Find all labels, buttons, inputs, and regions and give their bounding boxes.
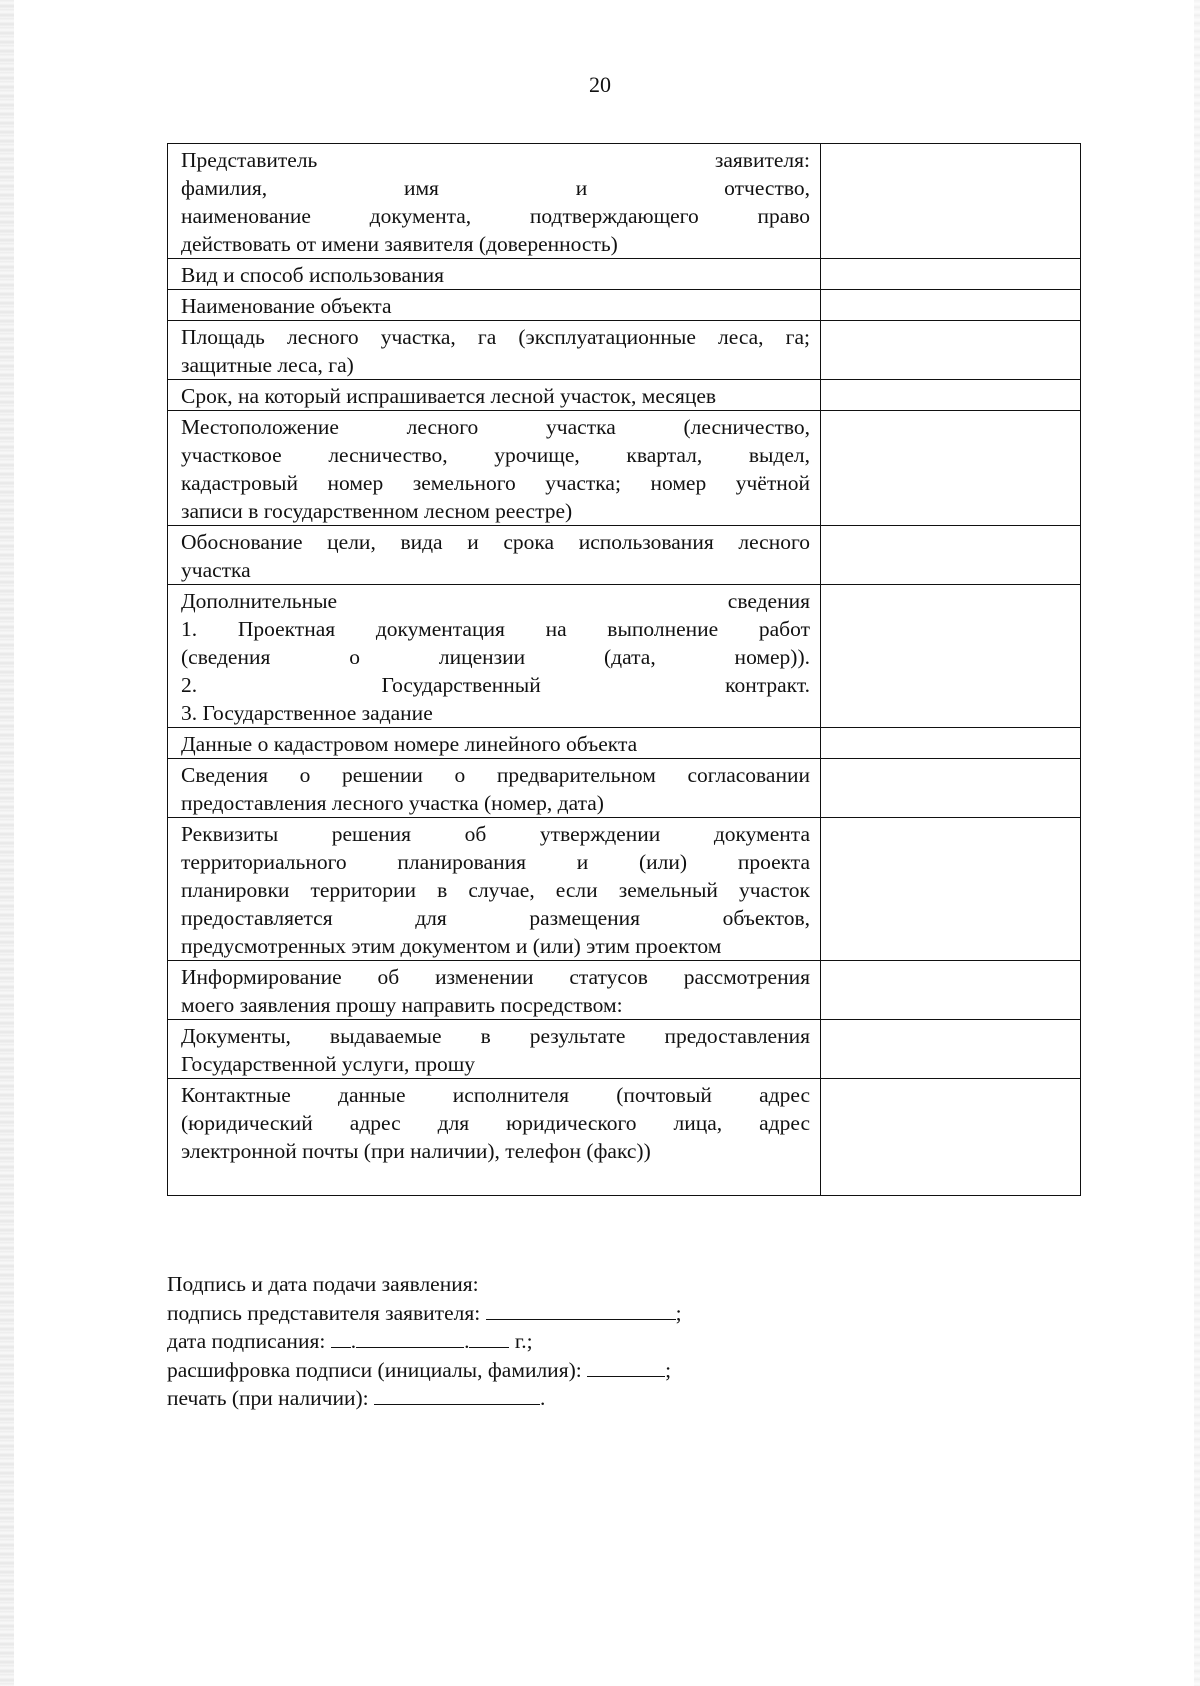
form-row [168, 321, 1081, 380]
form-row-label-line: защитные леса, га) [181, 353, 354, 377]
form-row [168, 526, 1081, 585]
application-form-table [167, 143, 1081, 1196]
form-row-label-line: Представитель заявителя: [181, 148, 810, 172]
form-row-label-line: Контактные данные исполнителя (почтовый адрес [181, 1083, 810, 1107]
form-row [168, 728, 1081, 759]
form-row-label-line: планировки территории в случае, если земельный участок [181, 878, 810, 902]
form-row-label [168, 585, 821, 728]
form-row-label [168, 1020, 821, 1079]
signing-date-separator-2: . [464, 1329, 470, 1353]
form-row-label [168, 526, 821, 585]
signing-date-separator-1: . [350, 1329, 357, 1353]
signature-decode-end: ; [665, 1357, 672, 1382]
form-row-value[interactable] [821, 290, 1081, 321]
form-row-label-line: Информирование об изменении статусов рассмотрения [181, 965, 810, 989]
signing-date-suffix: г.; [514, 1329, 533, 1353]
form-row-value[interactable] [821, 144, 1081, 259]
seal-label: печать (при наличии): [167, 1386, 369, 1410]
form-row-value[interactable] [821, 1020, 1081, 1079]
form-row-value[interactable] [821, 526, 1081, 585]
form-row [168, 961, 1081, 1020]
form-row-label [168, 411, 821, 526]
form-row-label [168, 290, 821, 321]
scan-edge-left [0, 0, 14, 1686]
form-row-label-line: моего заявления прошу направить посредством: [181, 993, 623, 1017]
form-row-label [168, 961, 821, 1020]
representative-signature-label: подпись представителя заявителя: [167, 1300, 481, 1325]
form-row-label-line: Сведения о решении о предварительном согласовании [181, 763, 810, 787]
form-row [168, 380, 1081, 411]
signing-date-year-blank[interactable] [469, 1329, 509, 1348]
seal-end: . [540, 1386, 546, 1410]
form-row-label [168, 759, 821, 818]
form-row-label-line: (юридический адрес для юридического лица, адрес [181, 1111, 810, 1135]
form-row [168, 290, 1081, 321]
form-row-label-line: территориального планирования и (или) проекта [181, 850, 810, 874]
form-row-label-line: Государственной услуги, прошу [181, 1052, 476, 1076]
form-row [168, 585, 1081, 728]
form-row-label [168, 818, 821, 961]
form-row-label-line: 2. Государственный контракт. [181, 673, 810, 697]
signature-decode-label: расшифровка подписи (инициалы, фамилия): [167, 1357, 582, 1382]
form-row-value[interactable] [821, 411, 1081, 526]
form-row-label [168, 321, 821, 380]
form-row [168, 144, 1081, 259]
form-row-label-line: Площадь лесного участка, га (эксплуатационные леса, га; [181, 325, 810, 349]
signature-block [167, 1270, 682, 1413]
form-row-label-line: Местоположение лесного участка (лесничество, [181, 415, 810, 439]
form-row-label [168, 1079, 821, 1196]
signing-date-month-blank[interactable] [356, 1329, 464, 1348]
form-row [168, 259, 1081, 290]
form-row [168, 818, 1081, 961]
form-row [168, 411, 1081, 526]
form-row-label [168, 380, 821, 411]
form-row-label [168, 144, 821, 259]
form-row-label-line: участка [181, 558, 251, 582]
scan-edge-right [1194, 0, 1200, 1686]
form-row [168, 1020, 1081, 1079]
form-row-label-line: 1. Проектная документация на выполнение работ [181, 617, 810, 641]
form-row-label-line: действовать от имени заявителя (доверенность) [181, 232, 618, 256]
form-row-label-line: 3. Государственное задание [181, 701, 433, 725]
form-row-value[interactable] [821, 585, 1081, 728]
form-row-label-line: Обоснование цели, вида и срока использования лесного [181, 530, 810, 554]
form-row-value[interactable] [821, 818, 1081, 961]
form-row [168, 1079, 1081, 1196]
signing-date-label: дата подписания: [167, 1329, 326, 1353]
signature-representative-line [167, 1299, 682, 1328]
signature-seal-line [167, 1384, 682, 1413]
form-row-label [168, 728, 821, 759]
representative-signature-blank[interactable] [486, 1301, 676, 1320]
representative-signature-end: ; [675, 1300, 682, 1325]
form-row [168, 759, 1081, 818]
form-row-value[interactable] [821, 259, 1081, 290]
form-row-label-line: (сведения о лицензии (дата, номер)). [181, 645, 810, 669]
form-row-value[interactable] [821, 321, 1081, 380]
signature-heading: Подпись и дата подачи заявления: [167, 1272, 479, 1296]
form-row-label-line: предусмотренных этим документом и (или) этим проектом [181, 934, 722, 958]
form-row-value[interactable] [821, 961, 1081, 1020]
form-row-label-line: Вид и способ использования [181, 263, 444, 287]
page-number: 20 [589, 72, 611, 97]
form-row-label-line: Дополнительные сведения [181, 589, 810, 613]
form-row-label-line: Наименование объекта [181, 294, 392, 318]
form-row-label-line: фамилия, имя и отчество, [181, 176, 810, 200]
form-row-value[interactable] [821, 728, 1081, 759]
form-row-label-line: предоставления лесного участка (номер, дата) [181, 791, 604, 815]
form-row-value[interactable] [821, 1079, 1081, 1196]
form-row-value[interactable] [821, 380, 1081, 411]
form-row-label-line: Данные о кадастровом номере линейного объекта [181, 732, 638, 756]
form-row-label-line: участковое лесничество, урочище, квартал, выдел, [181, 443, 810, 467]
form-row-label-line: наименование документа, подтверждающего право [181, 204, 810, 228]
form-row-label-line: Реквизиты решения об утверждении документа [181, 822, 810, 846]
form-table-body [168, 144, 1081, 1196]
form-row-label-line: предоставляется для размещения объектов, [181, 906, 810, 930]
form-row-label-line: электронной почты (при наличии), телефон (факс)) [181, 1139, 651, 1163]
seal-blank[interactable] [374, 1386, 540, 1405]
form-row-label-line: Срок, на который испрашивается лесной участок, месяцев [181, 384, 717, 408]
signature-decode-blank[interactable] [587, 1358, 665, 1377]
form-row-label-line: кадастровый номер земельного участка; номер учётной [181, 471, 810, 495]
form-row-label-line: записи в государственном лесном реестре) [181, 499, 573, 523]
signing-date-day-blank[interactable] [331, 1329, 351, 1348]
signature-decode-line [167, 1356, 682, 1385]
form-row-value[interactable] [821, 759, 1081, 818]
form-row-label [168, 259, 821, 290]
signature-date-line [167, 1327, 682, 1356]
form-row-label-line: Документы, выдаваемые в результате предоставления [181, 1024, 810, 1048]
